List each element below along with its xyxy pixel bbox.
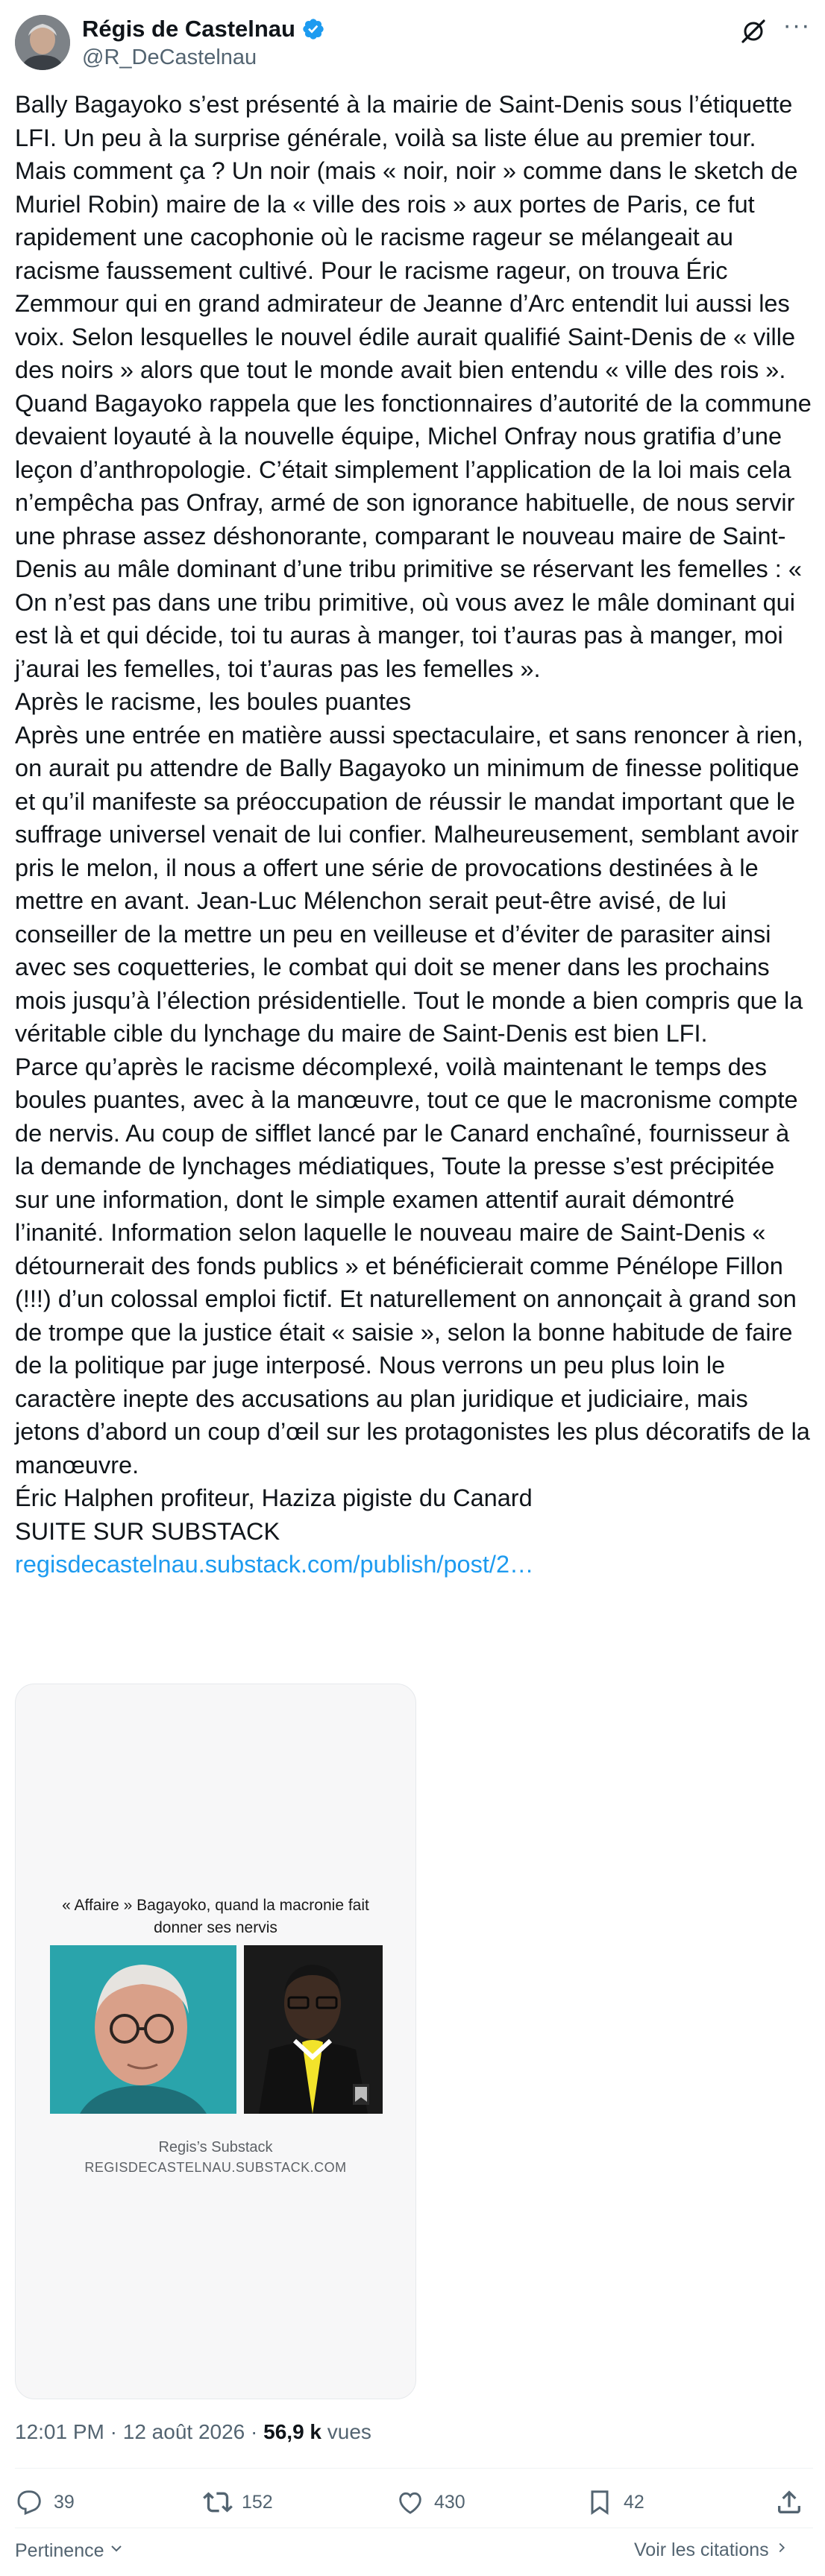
repost-button[interactable] [203,2487,273,2517]
tweet-paragraph: Après une entrée en matière aussi spectaculaire, et sans renoncer à rien, on aurait pu attendre de Bally Bagayoko un minimum de finesse politique et qu’il manifeste sa préoccupation de réussir le mandat important que le suffrage universel venait de lui confier. Malheureusement, semblant avoir pris le melon, il nous a offert une série de provocations destinées à le mettre en avant. Jean-Luc Mélenchon serait peut-être avisé, de lui conseiller de la mettre un peu en veilleuse et d’éviter de parasiter ainsi avec ses coquetteries, le combat qui doit se mener dans les prochains mois jusqu’à l’élection présidentielle. Tout le monde a bien compris que la véritable cible du lynchage du maire de Saint-Denis est bien LFI. [15,721,803,1047]
bookmark-button[interactable] [585,2487,644,2517]
chevron-right-icon [774,2539,790,2561]
meta-separator: · [251,2420,258,2443]
card-source: Regis’s Substack [158,2139,273,2155]
tweet-text [15,88,813,1581]
card-image-portrait [50,1945,236,2114]
reply-count: 39 [54,2491,75,2513]
chevron-down-icon [107,2539,125,2563]
views-label: vues [327,2420,371,2443]
substack-link[interactable]: regisdecastelnau.substack.com/publish/post/2… [15,1551,534,1578]
verified-badge-icon [301,17,325,41]
like-count: 430 [434,2491,465,2513]
card-title: « Affaire » Bagayoko, quand la macronie fait donner ses nervis [62,1897,369,1936]
reply-button[interactable] [15,2487,75,2517]
avatar[interactable] [15,15,70,70]
author-display-name[interactable]: Régis de Castelnau [82,16,295,42]
share-icon[interactable] [774,2487,804,2517]
author-handle[interactable]: @R_DeCastelnau [82,45,257,69]
like-icon [395,2487,425,2517]
author-name-row[interactable] [82,15,325,43]
reply-icon [15,2487,45,2517]
bookmark-count: 42 [624,2491,644,2513]
views-count: 56,9 k [263,2420,321,2443]
repost-icon [203,2487,233,2517]
more-icon[interactable]: ··· [782,11,811,40]
bookmark-icon [585,2487,615,2517]
sort-label: Pertinence [15,2540,104,2561]
divider [15,2468,813,2469]
tweet-paragraph: Après le racisme, les boules puantes [15,688,412,715]
tweet-date[interactable]: 12 août 2026 [122,2420,245,2443]
tweet-paragraph: Éric Halphen profiteur, Haziza pigiste du Canard [15,1484,533,1511]
tweet-paragraph: SUITE SUR SUBSTACK [15,1517,280,1545]
sort-dropdown[interactable] [15,2539,125,2563]
like-button[interactable] [395,2487,465,2517]
citations-label: Voir les citations [634,2539,769,2560]
card-image-portrait-2 [244,1945,383,2114]
tweet-meta [15,2419,371,2446]
tweet-paragraph: Bally Bagayoko s’est présenté à la mairie de Saint-Denis sous l’étiquette LFI. Un peu à la surprise générale, voilà sa liste élue au premier tour. Mais comment ça ? Un noir (mais « noir, noir » comme dans le sketch de Muriel Robin) maire de la « ville des rois » aux portes de Paris, ce fut rapidement une cacophonie où le racisme rageur se mélangeait au racisme faussement cultivé. Pour le racisme rageur, on trouva Éric Zemmour qui en grand admirateur de Jeanne d’Arc entendit lui aussi les voix. Selon lesquelles le nouvel édile aurait qualifié Saint-Denis de « ville des noirs » alors que tout le monde avait bien entendu « ville des rois ». Quand Bagayoko rappela que les fonctionnaires d’autorité de la commune devaient loyauté à la nouvelle équipe, Michel Onfray nous gratifia d’une leçon d’anthropologie. C’était simplement l’application de la loi mais cela n’empêcha pas Onfray, armé de son ignorance habituelle, de nous servir une phrase assez déshonorante, comparant le nouveau maire de Saint-Denis au mâle dominant d’une tribu primitive se réservant les femelles : « On n’est pas dans une tribu primitive, où vous avez le mâle dominant qui est là et qui décide, toi tu auras à manger, toi t’auras pas à manger, moi j’aurai les femelles, toi t’auras pas les femelles ». [15,91,812,682]
link-preview-card[interactable] [15,1684,416,2399]
tweet-paragraph: Parce qu’après le racisme décomplexé, voilà maintenant le temps des boules puantes, avec à la manœuvre, tout ce que le macronisme compte de nervis. Au coup de sifflet lancé par le Canard enchaîné, fournisseur à la demande de lynchages médiatiques, Toute la presse s’est précipitée sur une information, dont le simple examen attentif aurait démontré l’inanité. Information selon laquelle le nouveau maire de Saint-Denis « détournerait des fonds publics » et bénéficierait comme Pénélope Fillon (!!!) d’un colossal emploi fictif. Et naturellement on annonçait à grand son de trompe que la justice était « saisie », selon la bonne habitude de faire de la politique par juge interposé. Nous verrons un peu plus loin le caractère inepte des accusations au plan juridique et judiciaire, mais jetons d’abord un coup d’œil sur les protagonistes les plus décoratifs de la manœuvre. [15,1053,810,1478]
grok-icon[interactable] [738,16,768,46]
repost-count: 152 [242,2491,273,2513]
tweet-time[interactable]: 12:01 PM [15,2420,104,2443]
card-domain: REGISDECASTELNAU.SUBSTACK.COM [84,2160,347,2175]
view-citations-link[interactable] [634,2539,790,2561]
meta-separator: · [110,2420,117,2443]
